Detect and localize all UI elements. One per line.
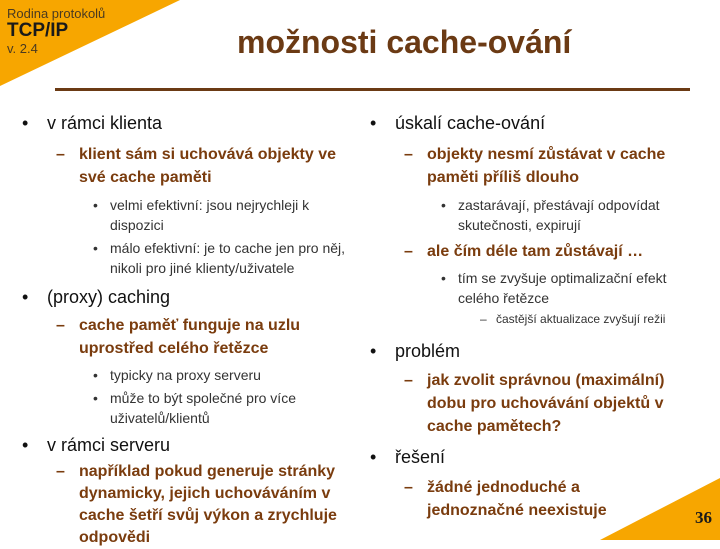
series-label: Rodina protokolů xyxy=(7,6,106,21)
bullet-item: • (proxy) caching xyxy=(22,286,360,309)
detail-bullet-item: • velmi efektivní: jsou nejrychleji k dispozici xyxy=(22,195,360,235)
title-divider xyxy=(55,88,690,91)
bullet-item: • v rámci serveru xyxy=(22,434,360,457)
bullet-item: • řešení xyxy=(370,446,705,469)
sub-bullet-item: – ale čím déle tam zůstávají … xyxy=(370,240,705,263)
bullet-item: • úskalí cache-ování xyxy=(370,112,705,135)
page-number: 36 xyxy=(695,508,712,527)
right-column xyxy=(370,112,705,522)
sub-bullet-item: – žádné jednoduché a jednoznačné neexistuje xyxy=(370,476,705,522)
bullet-item: • v rámci klienta xyxy=(22,112,360,135)
left-column xyxy=(22,112,360,549)
sub-bullet-item: – cache paměť funguje na uzlu uprostřed celého řetězce xyxy=(22,314,360,360)
detail-bullet-item: • málo efektivní: je to cache jen pro něj, nikoli pro jiné klienty/uživatele xyxy=(22,238,360,278)
detail-bullet-item: • může to být společné pro více uživatelů/klientů xyxy=(22,388,360,428)
sub-bullet-item: – objekty nesmí zůstávat v cache paměti příliš dlouho xyxy=(370,143,705,189)
detail-bullet-item: • tím se zvyšuje optimalizační efekt celého řetězce xyxy=(370,268,705,308)
sub-detail-bullet-item: – častější aktualizace zvyšují režii xyxy=(370,310,705,328)
sub-bullet-item: – klient sám si uchovává objekty ve své cache paměti xyxy=(22,143,360,189)
slide-title: možnosti cache-ování xyxy=(237,24,572,60)
sub-bullet-item: – jak zvolit správnou (maximální) dobu pro uchovávání objektů v cache pamětech? xyxy=(370,369,705,438)
sub-bullet-item: – například pokud generuje stránky dynamicky, jejich uchováváním v cache šetří svůj výkon a zrychluje odpovědi xyxy=(22,461,360,549)
bullet-item: • problém xyxy=(370,340,705,363)
detail-bullet-item: • zastarávají, přestávají odpovídat skutečnosti, expirují xyxy=(370,195,705,235)
version-label: v. 2.4 xyxy=(7,41,38,56)
series-name: TCP/IP xyxy=(7,20,69,41)
detail-bullet-item: • typicky na proxy serveru xyxy=(22,365,360,385)
